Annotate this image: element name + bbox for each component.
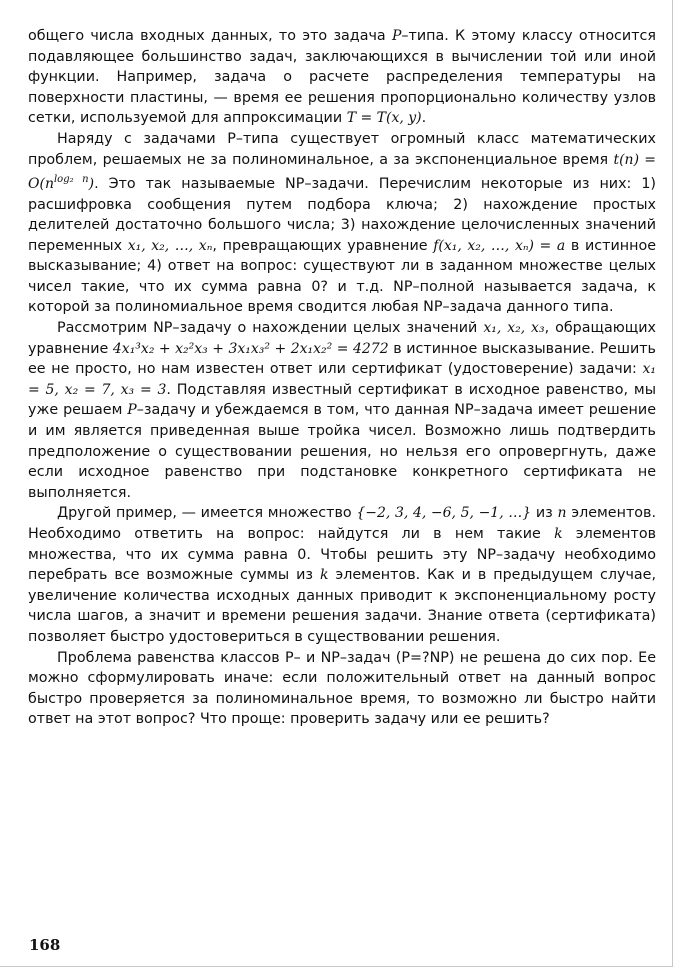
paragraph	[28, 318, 656, 503]
math-formula: 4x₁³x₂ + x₂²x₃ + 3x₁x₃² + 2x₁x₂² = 4272	[112, 340, 389, 357]
paragraph	[28, 503, 656, 647]
math-formula: T = T(x, y)	[346, 110, 422, 127]
text-run: , превращающих уравнение	[212, 237, 434, 254]
math-formula: n	[557, 505, 567, 522]
page-frame-bottom-edge	[0, 966, 673, 967]
math-formula: x₁, x₂, x₃	[483, 320, 545, 337]
math-formula: t(n) = O(n	[28, 151, 656, 192]
page-number: 168	[29, 936, 61, 954]
math-formula: P	[391, 28, 402, 44]
math-formula: {−2, 3, 4, −6, 5, −1, …}	[356, 505, 532, 522]
text-run: в истинное высказывание; 4) ответ на вопрос: существуют ли в заданном множестве целых чисел такие, что их сумма равна 0? и т.д. NP–полной называется задача, к которой за полиномиальное время сводится любая NP–задача данного типа.	[28, 237, 656, 316]
paragraph	[28, 26, 656, 129]
text-run: элементов множества, что их сумма равна 0. Чтобы решить эту NP–задачу необходимо перебрать все возможные суммы из	[28, 526, 656, 584]
math-formula: P	[127, 402, 137, 419]
text-run: общего числа входных данных, то это задача	[28, 28, 392, 44]
page-body	[28, 26, 656, 730]
math-formula: k	[554, 526, 563, 543]
math-formula: k	[319, 567, 329, 584]
text-run: . Подставляя известный сертификат в исходное равенство, мы уже решаем	[28, 381, 656, 419]
paragraph	[28, 129, 656, 318]
math-formula: f(x₁, x₂, …, xₙ) = a	[433, 237, 566, 254]
text-run: элементов. Необходимо ответить на вопрос: найдутся ли в нем такие	[28, 505, 656, 543]
text-run: из	[531, 505, 558, 522]
text-run: Наряду с задачами P–типа существует огромный класс математических проблем, решаемых не за полиноминальное, а за экспоненциальное время	[28, 130, 656, 168]
text-run: Другой пример, — имеется множество	[57, 505, 357, 522]
text-run: элементов. Как и в предыдущем случае, увеличение количества исходных данных приводит к экспоненциальному росту числа шагов, а значит и времени решения задачи. Знание ответа (сертификата) позволяет быстро удостовериться в существовании решения.	[28, 567, 656, 645]
text-run: Рассмотрим NP–задачу о нахождении целых значений	[57, 320, 484, 337]
text-run: .	[421, 110, 427, 127]
math-formula: x₁, x₂, …, xₙ	[127, 237, 213, 254]
text-run: –типа. К этому классу относится подавляющее большинство задач, заключающихся в вычислении той или иной функции. Например, задача о расчете распределения температуры на поверхности пластины, — время ее решения пропорционально количеству узлов сетки, используемой для аппроксимации	[28, 28, 657, 127]
math-superscript: log₂ n	[53, 174, 89, 186]
text-run: , обращающих уравнение	[28, 320, 656, 357]
text-run: Проблема равенства классов P– и NP–задач (P=?NP) не решена до сих пор. Ее можно сформулировать иначе: если положительный ответ на данный вопрос быстро проверяется за полиноминальное время, то возможно ли быстро найти ответ на этот вопрос? Что проще: проверить задачу или ее решить?	[28, 649, 656, 728]
math-formula: x₁ = 5, x₂ = 7, x₃ = 3	[28, 361, 656, 398]
text-run: –задачу и убеждаемся в том, что данная NP–задача имеет решение и им является приведенная выше тройка чисел. Возможно лишь подтвердить предположение о существовании решения, но нельзя его опровергнуть, даже если исходное равенство при подстановке конкретного сертификата не выполняется.	[28, 402, 656, 501]
paragraph	[28, 648, 656, 730]
math-formula: )	[88, 175, 95, 192]
text-run: в истинное высказывание. Решить ее не просто, но нам известен ответ или сертификат (удостоверение) задачи:	[28, 340, 656, 378]
text-run: . Это так называемые NP–задачи. Перечислим некоторые из них: 1) расшифровка сообщения путем подбора ключа; 2) нахождение простых делителей достаточно большого числа; 3) нахождение целочисленных значений переменных	[28, 175, 656, 254]
page-frame-right-edge	[672, 0, 673, 966]
